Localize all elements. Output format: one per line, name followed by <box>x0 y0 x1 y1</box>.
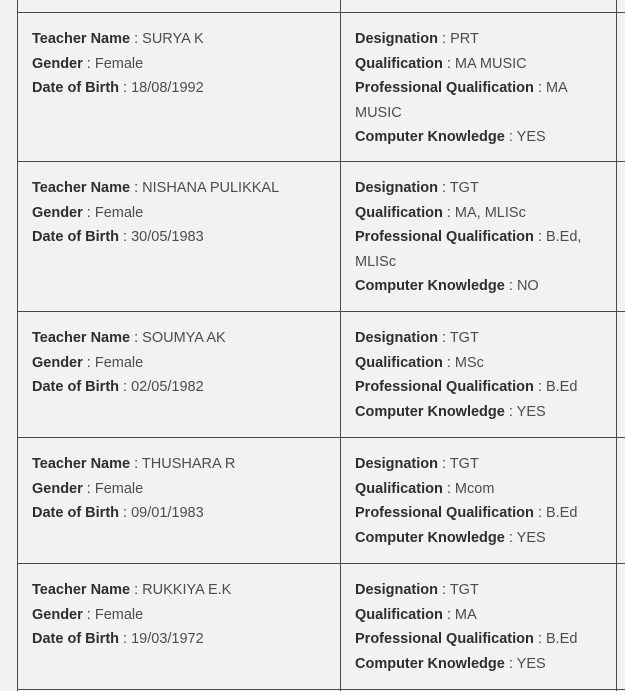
designation-label: Designation <box>355 180 438 196</box>
separator: : <box>119 80 132 96</box>
teacher-professional-cell <box>355 176 581 299</box>
row-divider <box>17 437 625 438</box>
computer-knowledge-label: Computer Knowledge <box>355 278 505 294</box>
designation-label: Designation <box>355 330 438 346</box>
row-divider <box>17 161 625 162</box>
separator: : <box>119 229 132 245</box>
computer-knowledge-label: Computer Knowledge <box>355 129 505 145</box>
dob-value: 18/08/1992 <box>131 80 204 96</box>
teacher-name-value: RUKKIYA E.K <box>142 582 232 598</box>
teacher-personal-cell <box>32 176 279 250</box>
separator: : <box>82 354 95 371</box>
dob-label: Date of Birth <box>32 631 119 647</box>
teacher-personal-cell <box>32 326 226 400</box>
teacher-professional-cell <box>355 452 577 550</box>
separator: : <box>437 330 450 346</box>
teacher-name-label: Teacher Name <box>32 582 131 598</box>
gender-label: Gender <box>32 55 83 72</box>
separator: : <box>442 55 455 72</box>
row-divider <box>17 563 625 564</box>
teacher-name-value: THUSHARA R <box>141 456 236 472</box>
designation-value: PRT <box>450 31 479 47</box>
computer-knowledge-value: YES <box>516 403 546 420</box>
computer-knowledge-label: Computer Knowledge <box>355 655 505 672</box>
separator: : <box>504 129 517 145</box>
qualification-value: MSc <box>454 354 484 371</box>
designation-value: TGT <box>449 330 479 346</box>
dob-label: Date of Birth <box>32 229 119 245</box>
separator: : <box>437 31 451 47</box>
dob-value: 02/05/1982 <box>131 379 204 395</box>
table-border-right <box>616 0 617 691</box>
dob-value: 09/01/1983 <box>131 505 204 521</box>
separator: : <box>130 31 143 47</box>
separator: : <box>437 456 450 472</box>
separator: : <box>533 379 546 395</box>
professional-qualification-label: Professional Qualification <box>355 631 534 647</box>
teacher-name-value: SURYA K <box>142 31 204 47</box>
separator: : <box>119 379 132 395</box>
separator: : <box>437 180 450 196</box>
computer-knowledge-value: NO <box>516 278 539 294</box>
qualification-label: Qualification <box>355 204 443 221</box>
separator: : <box>442 204 455 221</box>
teacher-personal-cell <box>32 578 231 652</box>
separator: : <box>130 330 143 346</box>
separator: : <box>130 180 143 196</box>
gender-value: Female <box>94 354 144 371</box>
professional-qualification-label: Professional Qualification <box>355 505 534 521</box>
qualification-label: Qualification <box>355 55 443 72</box>
dob-label: Date of Birth <box>32 80 119 96</box>
computer-knowledge-value: YES <box>516 529 546 546</box>
separator: : <box>82 606 95 623</box>
separator: : <box>504 278 517 294</box>
separator: : <box>119 631 132 647</box>
row-divider <box>17 311 625 312</box>
row-divider <box>17 689 625 690</box>
qualification-value: MA, MLISc <box>454 204 526 221</box>
gender-label: Gender <box>32 606 83 623</box>
professional-qualification-value: B.Ed <box>545 505 578 521</box>
teacher-professional-cell <box>355 326 577 424</box>
qualification-label: Qualification <box>355 480 443 497</box>
separator: : <box>442 354 455 371</box>
separator: : <box>533 80 546 96</box>
gender-value: Female <box>94 55 144 72</box>
teacher-name-label: Teacher Name <box>32 31 131 47</box>
gender-value: Female <box>94 204 144 221</box>
separator: : <box>130 456 142 472</box>
qualification-value: MA MUSIC <box>454 55 527 72</box>
designation-label: Designation <box>355 456 438 472</box>
gender-label: Gender <box>32 204 83 221</box>
professional-qualification-value: B.Ed <box>545 631 578 647</box>
teacher-name-value: SOUMYA AK <box>142 330 226 346</box>
teacher-name-value: NISHANA PULIKKAL <box>142 180 280 196</box>
separator: : <box>442 480 455 497</box>
qualification-label: Qualification <box>355 354 443 371</box>
professional-qualification-label: Professional Qualification <box>355 379 534 395</box>
separator: : <box>82 204 95 221</box>
separator: : <box>504 403 517 420</box>
computer-knowledge-label: Computer Knowledge <box>355 403 505 420</box>
designation-value: TGT <box>449 456 479 472</box>
separator: : <box>442 606 455 623</box>
separator: : <box>82 55 95 72</box>
separator: : <box>533 631 546 647</box>
dob-label: Date of Birth <box>32 379 119 395</box>
teacher-personal-cell <box>32 452 235 526</box>
qualification-label: Qualification <box>355 606 443 623</box>
table-border-left <box>17 0 18 691</box>
separator: : <box>130 582 143 598</box>
dob-value: 19/03/1972 <box>131 631 204 647</box>
separator: : <box>82 480 95 497</box>
professional-qualification-value: MA <box>545 80 568 96</box>
separator: : <box>437 582 450 598</box>
separator: : <box>533 505 546 521</box>
separator: : <box>504 655 517 672</box>
dob-value: 30/05/1983 <box>131 229 204 245</box>
teacher-name-label: Teacher Name <box>32 456 131 472</box>
computer-knowledge-value: YES <box>516 655 546 672</box>
gender-value: Female <box>94 480 144 497</box>
teacher-name-label: Teacher Name <box>32 180 131 196</box>
table-column-divider <box>340 0 341 691</box>
separator: : <box>119 505 132 521</box>
professional-qualification-value: B.Ed, <box>545 229 582 245</box>
professional-qualification-value-continued: MLISc <box>355 253 397 270</box>
designation-label: Designation <box>355 582 438 598</box>
dob-label: Date of Birth <box>32 505 119 521</box>
teacher-name-label: Teacher Name <box>32 330 131 346</box>
teacher-professional-cell <box>355 27 568 150</box>
designation-value: TGT <box>449 180 479 196</box>
computer-knowledge-value: YES <box>516 129 546 145</box>
row-divider <box>17 12 625 13</box>
professional-qualification-label: Professional Qualification <box>355 229 534 245</box>
computer-knowledge-label: Computer Knowledge <box>355 529 505 546</box>
separator: : <box>504 529 517 546</box>
qualification-value: Mcom <box>454 480 495 497</box>
qualification-value: MA <box>454 606 477 623</box>
designation-value: TGT <box>449 582 479 598</box>
separator: : <box>533 229 546 245</box>
professional-qualification-value: B.Ed <box>545 379 578 395</box>
gender-value: Female <box>94 606 144 623</box>
gender-label: Gender <box>32 480 83 497</box>
teacher-personal-cell <box>32 27 204 101</box>
gender-label: Gender <box>32 354 83 371</box>
professional-qualification-value-continued: MUSIC <box>355 104 402 121</box>
teacher-professional-cell <box>355 578 577 676</box>
professional-qualification-label: Professional Qualification <box>355 80 534 96</box>
designation-label: Designation <box>355 31 438 47</box>
